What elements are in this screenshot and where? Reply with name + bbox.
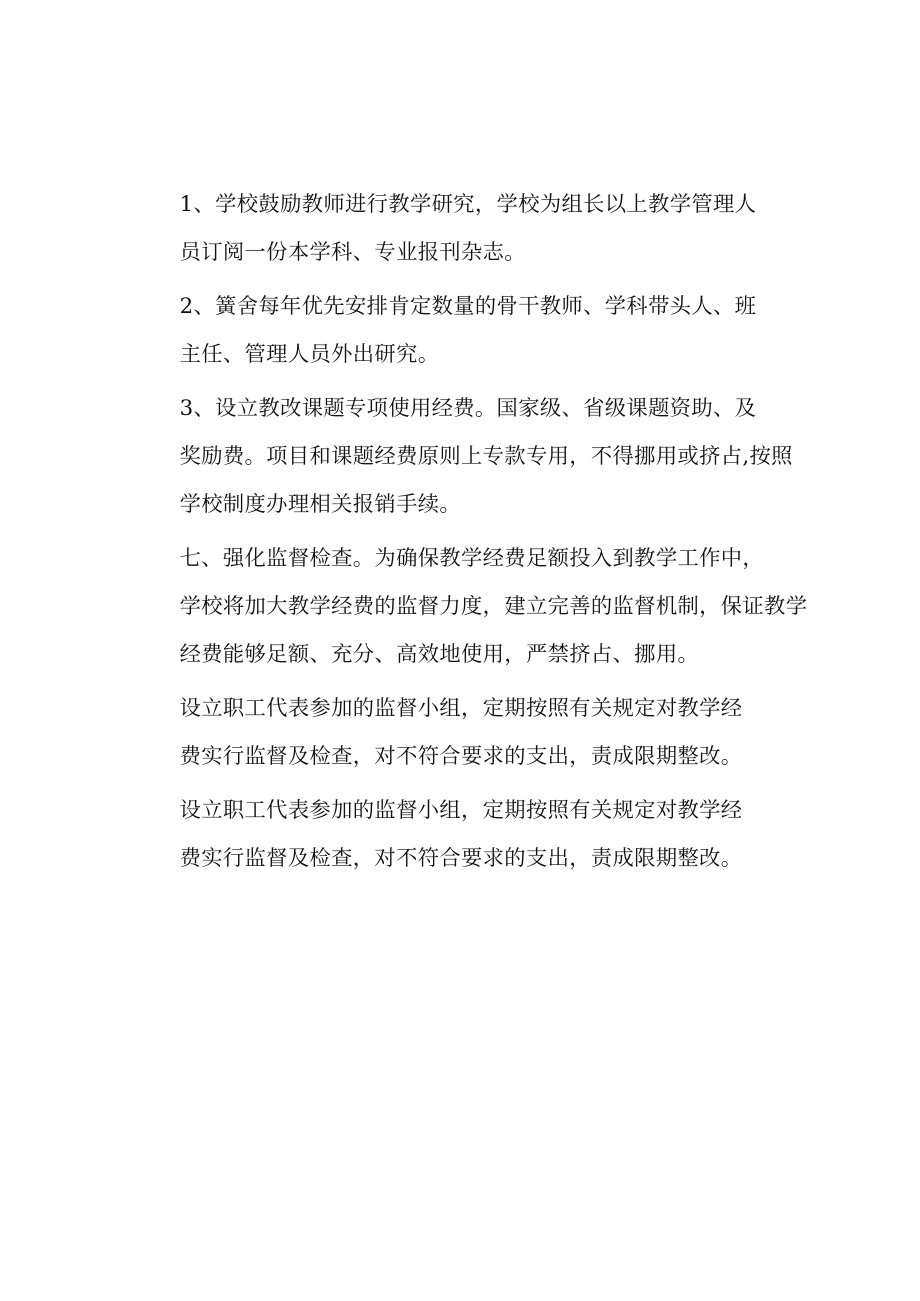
paragraph-line: 学校制度办理相关报销手续。 bbox=[179, 492, 462, 517]
paragraph-oversight-group-repeat bbox=[137, 787, 799, 883]
paragraph-line: 经费能够足额、充分、高效地使用，严禁挤占、挪用。 bbox=[179, 642, 700, 667]
paragraph-line: 设立职工代表参加的监督小组，定期按照有关规定对教学经 bbox=[179, 696, 743, 721]
paragraph-line: 员订阅一份本学科、专业报刊杂志。 bbox=[179, 240, 526, 265]
document-body bbox=[137, 181, 808, 889]
paragraph-line: 奖励费。项目和课题经费原则上专款专用，不得挪用或挤占,按照 bbox=[179, 444, 793, 469]
paragraph-item-1 bbox=[137, 181, 799, 277]
paragraph-line: 费实行监督及检查，对不符合要求的支出，责成限期整改。 bbox=[179, 744, 743, 769]
paragraph-line: 学校将加大教学经费的监督力度，建立完善的监督机制，保证教学 bbox=[179, 594, 808, 619]
paragraph-item-3 bbox=[137, 385, 799, 529]
paragraph-item-2 bbox=[137, 283, 799, 379]
paragraph-line: 七、强化监督检查。为确保教学经费足额投入到教学工作中， bbox=[179, 546, 765, 571]
paragraph-section-7 bbox=[137, 535, 808, 679]
paragraph-line: 3、设立教改课题专项使用经费。国家级、省级课题资助、及 bbox=[179, 396, 757, 421]
paragraph-line: 主任、管理人员外出研究。 bbox=[179, 342, 440, 367]
paragraph-oversight-group bbox=[137, 685, 799, 781]
paragraph-line: 费实行监督及检查，对不符合要求的支出，责成限期整改。 bbox=[179, 846, 743, 871]
paragraph-line: 1、学校鼓励教师进行教学研究，学校为组长以上教学管理人 bbox=[179, 192, 757, 217]
paragraph-line: 设立职工代表参加的监督小组，定期按照有关规定对教学经 bbox=[179, 798, 743, 823]
paragraph-line: 2、簧舍每年优先安排肯定数量的骨干教师、学科带头人、班 bbox=[179, 294, 757, 319]
